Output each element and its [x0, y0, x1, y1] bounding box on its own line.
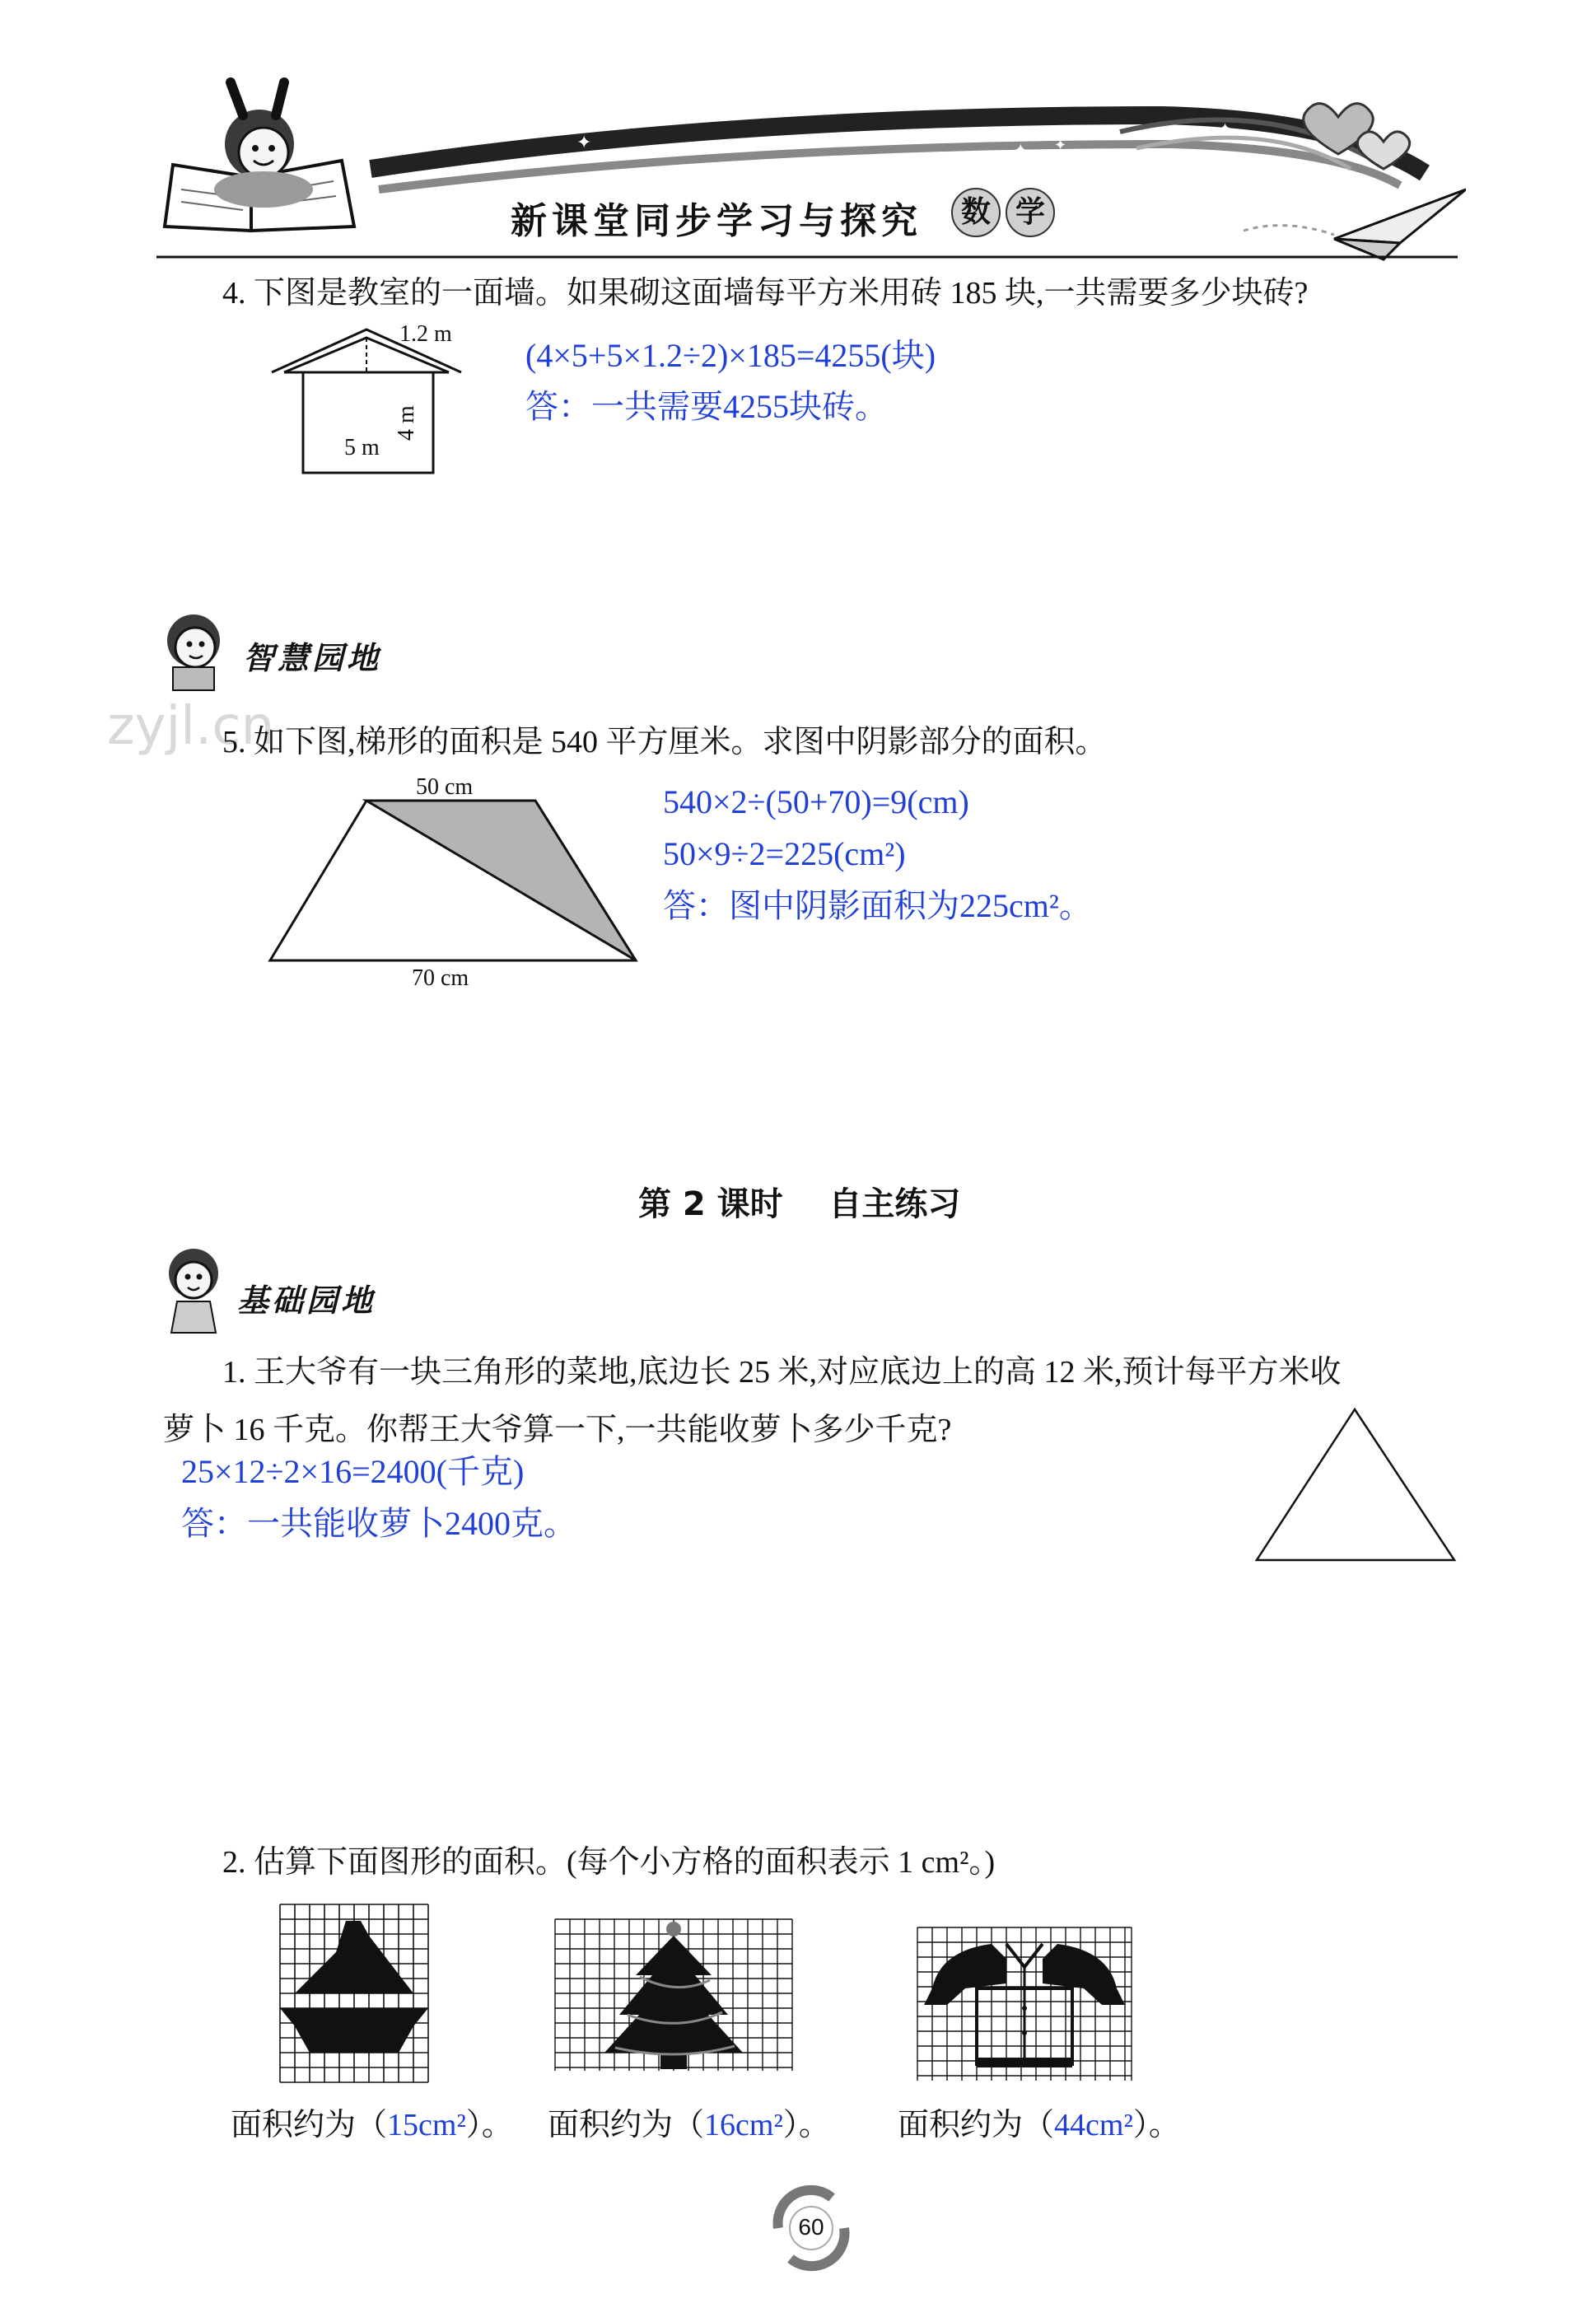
badge-char-2: 学	[1006, 188, 1055, 237]
q5-answer-line-2: 50×9÷2=225(cm²)	[663, 835, 906, 872]
grid-figure-boat	[278, 1903, 432, 2084]
trapezoid-diagram	[264, 791, 642, 972]
header-badge-math	[951, 188, 1055, 237]
q5-answer-line-3: 答：图中阴影面积为225cm²。	[663, 887, 1092, 924]
trapezoid-label-top: 50 cm	[416, 774, 474, 800]
svg-text:✦: ✦	[1219, 120, 1232, 137]
caption-value-2: 16cm²	[704, 2108, 783, 2142]
q4-answer-line-2: 答：一共需要4255块砖。	[525, 388, 888, 425]
caption-prefix: 面积约为（	[898, 2108, 1055, 2142]
caption-suffix: ）。	[782, 2108, 830, 2142]
q2-caption-1	[231, 2099, 513, 2144]
question-5-text: 5. 如下图,梯形的面积是 540 平方厘米。求图中阴影部分的面积。	[222, 725, 1107, 759]
wall-label-height: 4 m	[394, 405, 419, 441]
q1-answer-line-1: 25×12÷2×16=2400(千克)	[181, 1453, 525, 1490]
question-4-text: 4. 下图是教室的一面墙。如果砌这面墙每平方米用砖 185 块,一共需要多少块砖?	[222, 276, 1309, 311]
caption-value-1: 15cm²	[387, 2108, 466, 2142]
grid-figure-jacket	[916, 1926, 1133, 2082]
caption-value-3: 44cm²	[1054, 2108, 1133, 2142]
question-2-text: 2. 估算下面图形的面积。(每个小方格的面积表示 1 cm²。)	[222, 1845, 996, 1880]
q4-answer-line-1: (4×5+5×1.2÷2)×185=4255(块)	[525, 337, 936, 374]
wall-label-top: 1.2 m	[399, 321, 452, 347]
wall-label-width: 5 m	[344, 435, 380, 460]
badge-char-1: 数	[951, 188, 1001, 237]
svg-text:✦: ✦	[576, 132, 592, 152]
caption-suffix: ）。	[465, 2108, 513, 2142]
watermark: zyjl.cn	[107, 696, 275, 757]
q5-answer-line-1: 540×2÷(50+70)=9(cm)	[663, 783, 969, 820]
q1-answer-line-2: 答：一共能收萝卜2400克。	[181, 1505, 576, 1542]
girl-illustration	[214, 82, 313, 208]
section-basic-icon	[156, 1244, 231, 1334]
caption-prefix: 面积约为（	[548, 2108, 705, 2142]
question-1-line-2: 萝卜 16 千克。你帮王大爷算一下,一共能收萝卜多少千克?	[163, 1413, 952, 1447]
lesson-title: 第 2 课时 自主练习	[638, 1185, 961, 1223]
grid-figure-tree	[553, 1918, 794, 2072]
trapezoid-label-bottom: 70 cm	[412, 965, 469, 991]
page-number: 60	[798, 2214, 824, 2240]
section-wisdom-title: 智慧园地	[243, 640, 382, 676]
caption-prefix: 面积约为（	[231, 2108, 388, 2142]
section-wisdom-icon	[156, 610, 231, 692]
caption-suffix: ）。	[1132, 2108, 1180, 2142]
question-1-line-1: 1. 王大爷有一块三角形的菜地,底边长 25 米,对应底边上的高 12 米,预计每平方米收	[222, 1355, 1342, 1390]
section-basic-title: 基础园地	[237, 1282, 376, 1319]
triangle-diagram	[1252, 1404, 1458, 1565]
paper-plane-illustration	[1244, 189, 1466, 259]
svg-text:✦: ✦	[1013, 140, 1029, 161]
q2-caption-3	[898, 2099, 1180, 2144]
header-title: 新课堂同步学习与探究	[511, 200, 922, 242]
q2-caption-2	[548, 2099, 830, 2144]
svg-text:✦: ✦	[1054, 137, 1067, 153]
